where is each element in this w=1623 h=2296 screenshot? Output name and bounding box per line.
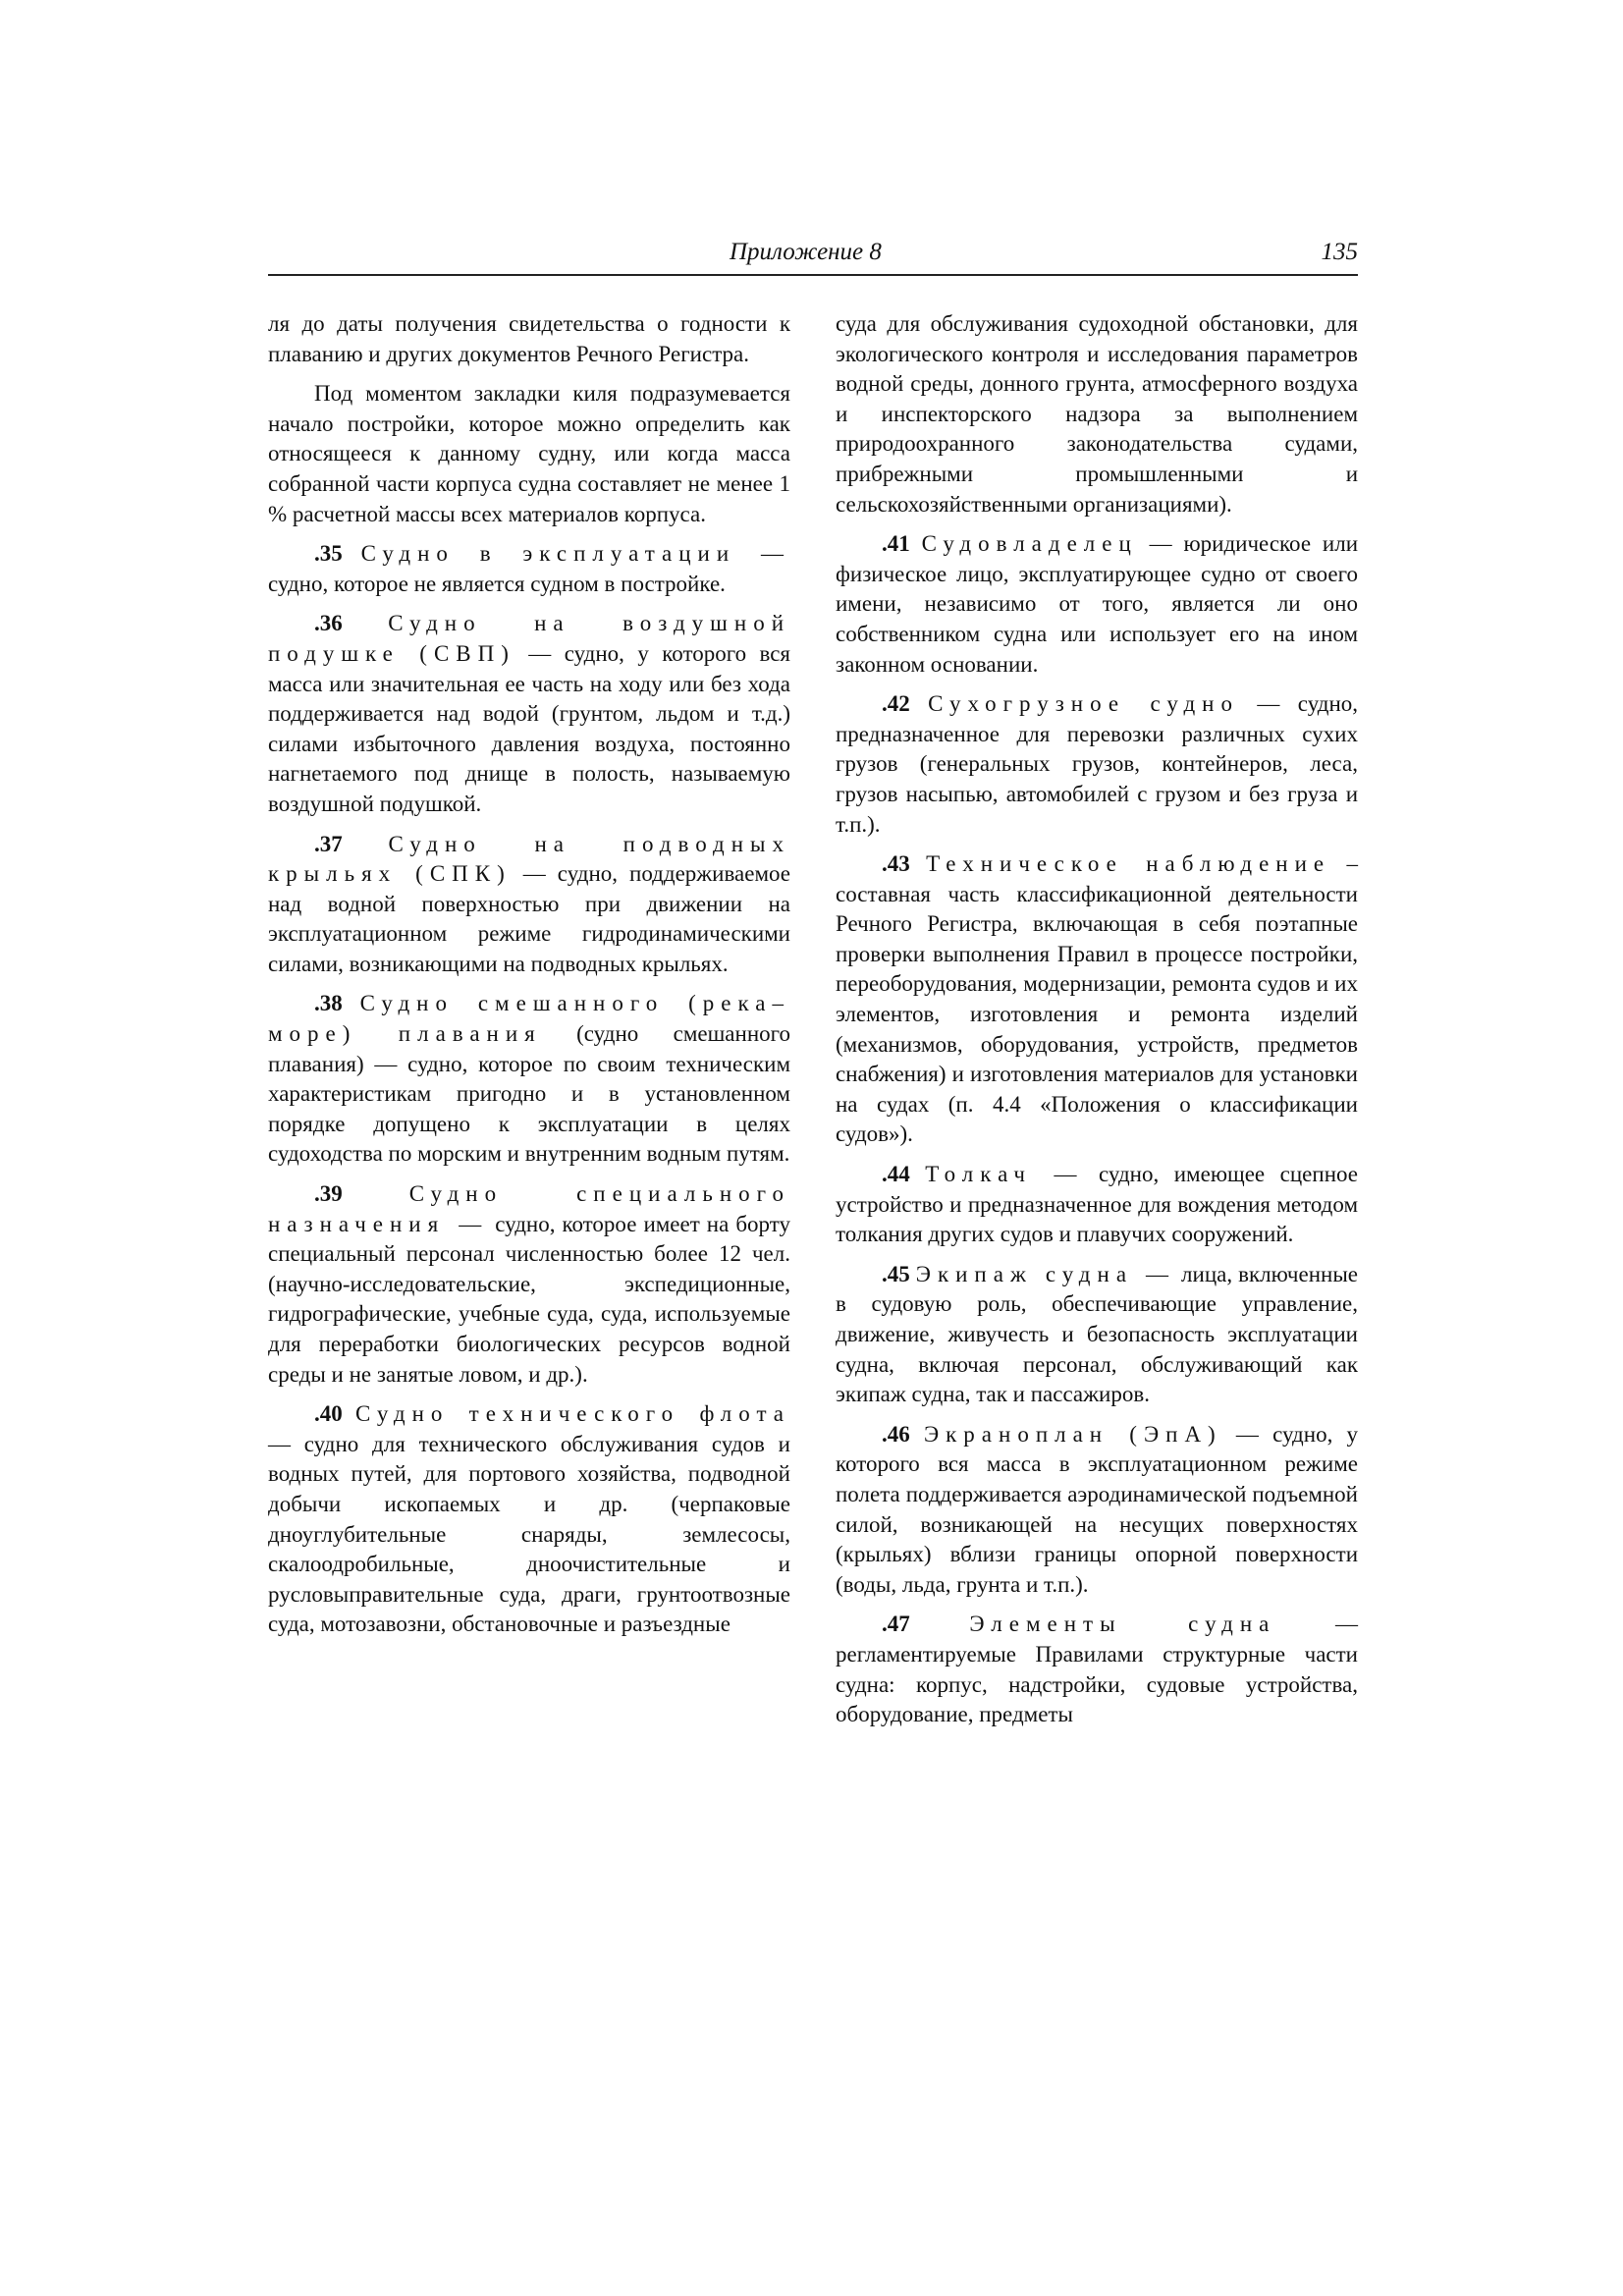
term: Экипаж судна —: [915, 1261, 1176, 1286]
clause-number: .45: [882, 1261, 910, 1286]
definition-text: судно, имеющее сцепное устройство и предназначенное для вождения методом толкания других судов и плавучих сооружений.: [836, 1162, 1358, 1247]
clause-number: .37: [314, 831, 343, 856]
definition-37: [268, 830, 790, 980]
term: Судно на воздушной подушке (СВП): [268, 611, 790, 666]
definition-45: [836, 1260, 1358, 1410]
paragraph: Под моментом закладки киля подразумевается начало постройки, которое можно определить как относящееся к данному судну, или когда масса собранной части корпуса судна составляет не менее 1 % расчетной массы всех материалов корпуса.: [268, 381, 790, 526]
definition-39: [268, 1179, 790, 1390]
definition-text: — юридическое или физическое лицо, эксплуатирующее судно от своего имени, независимо от того, является ли оно собственником судна или использует его на ином законном основании.: [836, 531, 1358, 677]
right-column: [836, 309, 1358, 1740]
clause-number: .36: [314, 611, 343, 636]
term: Судно специального назначения —: [268, 1181, 790, 1236]
term: Судовладелец: [921, 531, 1138, 557]
definition-text: — регламентируемые Правилами структурные части судна: корпус, надстройки, судовые устройства, оборудование, предметы: [836, 1612, 1358, 1727]
clause-number: .35: [314, 541, 343, 567]
clause-number: .40: [314, 1401, 343, 1427]
page-number: 135: [1321, 239, 1358, 265]
header-title: Приложение 8: [730, 239, 882, 265]
definition-text: — судно, у которого вся масса в эксплуатационном режиме полета поддерживается аэродинамической подъемной силой, возникающей на несущих поверхностях (крыльях) вблизи границы опорной поверхности (воды, льда, грунта и т.п.).: [836, 1421, 1359, 1597]
term: Техническое наблюдение: [926, 851, 1331, 877]
definition-text: — судно, предназначенное для перевозки различных сухих грузов (генеральных грузов, контейнеров, леса, грузов насыпью, автомобилей с грузом и без груза и т.п.).: [836, 691, 1359, 837]
term: Толкач —: [925, 1162, 1084, 1187]
clause-number: .42: [882, 691, 910, 717]
left-column: [268, 309, 790, 1650]
definition-44: [836, 1160, 1358, 1250]
clause-number: .43: [882, 851, 910, 877]
definition-47: [836, 1610, 1358, 1729]
definition-36: [268, 609, 790, 819]
clause-number: .44: [882, 1162, 910, 1187]
definition-46: [836, 1420, 1358, 1601]
definition-35: [268, 539, 790, 599]
clause-number: .46: [882, 1421, 910, 1447]
definition-text: – составная часть классификационной деятельности Речного Регистра, включающая в себя поэтапные проверки выполнения Правил в процессе постройки, переоборудования, модернизации, ремонта судов и их элементов, изготовления и ремонта изделий (механизмов, оборудования, устройств, предметов снабжения) и изготовления материалов для установки на судах (п. 4.4 «Положения о классификации судов»).: [836, 851, 1358, 1147]
clause-number: .39: [314, 1181, 343, 1207]
paragraph: суда для обслуживания судоходной обстановки, для экологического контроля и исследования параметров водной среды, донного грунта, атмосферного воздуха и инспекторского надзора за выполнением природоохранного законодательства судами, прибрежными промышленными и сельскохозяйственными организациями).: [836, 311, 1358, 517]
term: Сухогрузное судно: [928, 691, 1239, 717]
definition-text: — судно, поддерживаемое над водной поверхностью при движении на эксплуатационном режиме гидродинамическими силами, возникающими на подводных крыльях.: [268, 861, 790, 976]
definition-42: [836, 689, 1358, 840]
running-header: [268, 239, 1358, 276]
term: Элементы судна: [969, 1612, 1276, 1637]
definition-38: [268, 989, 790, 1170]
term: Судно технического флота: [355, 1401, 791, 1427]
clause-number: .41: [882, 531, 910, 557]
definition-text: судно, которое имеет на борту специальный персонал численностью более 12 чел. (научно-исследовательские, экспедиционные, гидрографические, учебные суда, суда, используемые для переработки биологических ресурсов водной среды и не занятые ловом, и др.).: [268, 1211, 790, 1387]
definition-40: [268, 1399, 790, 1640]
definition-text: — судно для технического обслуживания судов и водных путей, для портового хозяйства, подводной добычи ископаемых и др. (черпаковые дноуглубительные снаряды, землесосы, скалоодробильные, дноочистительные и русловыправительные суда, драги, грунтоотвозные суда, мотозавозни, обстановочные и разъездные: [268, 1431, 790, 1637]
term: Судно в эксплуатации —: [360, 541, 790, 567]
clause-number: .38: [314, 991, 343, 1016]
definition-text: (судно смешанного плавания) — судно, которое по своим техническим характеристикам пригодно и в установленном порядке допущено к эксплуатации в целях судоходства по морским и внутренним водным путям.: [268, 1021, 790, 1167]
definition-text: — судно, у которого вся масса или значительная ее часть на ходу или без хода поддерживается над водой (грунтом, льдом и т.д.) силами избыточного давления воздуха, постоянно нагнетаемого под днище в полость, называемую воздушной подушкой.: [268, 640, 790, 816]
definition-text: лица, включенные в судовую роль, обеспечивающие управление, движение, живучесть и безопасность эксплуатации судна, включая персонал, обслуживающий как экипаж судна, так и пассажиров.: [836, 1261, 1358, 1407]
term: Экраноплан (ЭпА): [923, 1421, 1222, 1447]
clause-number: .47: [882, 1612, 910, 1637]
term: Судно на подводных крыльях (СПК): [268, 831, 791, 887]
document-page: [268, 239, 1359, 1727]
paragraph: ля до даты получения свидетельства о годности к плаванию и других документов Речного Регистра.: [268, 311, 790, 366]
definition-41: [836, 529, 1358, 680]
term: Судно смешанного (река–море) плавания: [268, 991, 791, 1047]
definition-43: [836, 849, 1358, 1150]
definition-text: судно, которое не является судном в постройке.: [268, 571, 726, 596]
